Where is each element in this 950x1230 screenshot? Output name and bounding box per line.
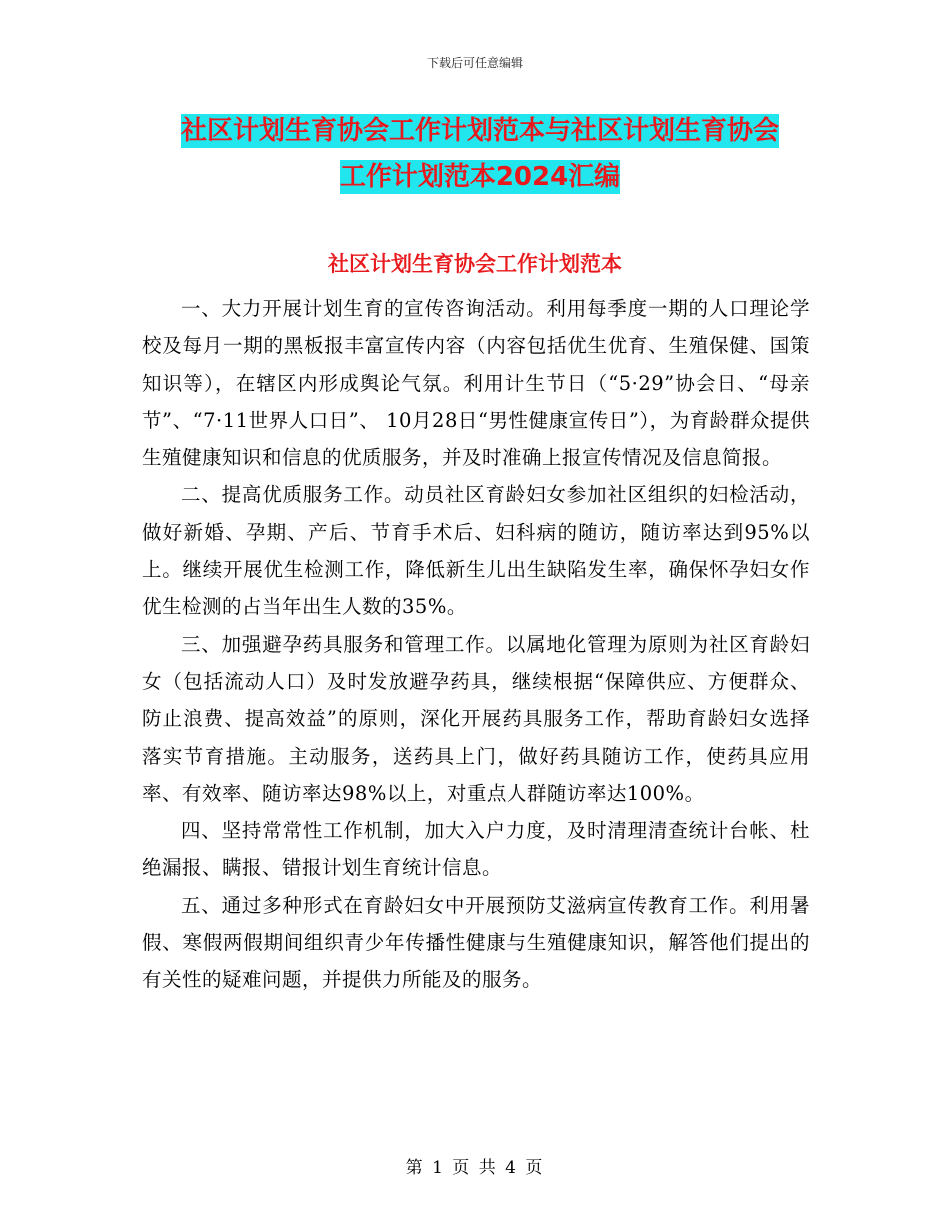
paragraph-4: 四、坚持常常性工作机制，加大入户力度，及时清理清查统计台帐、杜绝漏报、瞒报、错报计划生育统计信息。	[142, 819, 810, 880]
paragraph-5: 五、通过多种形式在育龄妇女中开展预防艾滋病宣传教育工作。利用暑假、寒假两假期间组织青少年传播性健康与生殖健康知识，解答他们提出的有关性的疑难问题，并提供力所能及的服务。	[142, 893, 810, 992]
paragraph-3: 三、加强避孕药具服务和管理工作。以属地化管理为原则为社区育龄妇女（包括流动人口）及时发放避孕药具，继续根据“保障供应、方便群众、防止浪费、提高效益”的原则，深化开展药具服务工作，帮助育龄妇女选择落实节育措施。主动服务，送药具上门，做好药具随访工作，使药具应用率、有效率、随访率达98%以上，对重点人群随访率达100%。	[142, 632, 810, 805]
section-title: 社区计划生育协会工作计划范本	[328, 252, 622, 276]
document-body	[142, 290, 810, 999]
title-line-1: 社区计划生育协会工作计划范本与社区计划生育协会	[180, 116, 779, 146]
title-line-2: 工作计划范本2024汇编	[339, 162, 621, 192]
document-title	[140, 108, 820, 200]
paragraph-2: 二、提高优质服务工作。动员社区育龄妇女参加社区组织的妇检活动，做好新婚、孕期、产后、节育手术后、妇科病的随访，随访率达到95%以上。继续开展优生检测工作，降低新生儿出生缺陷发生率，确保怀孕妇女作优生检测的占当年出生人数的35%。	[142, 483, 810, 619]
paragraph-1: 一、大力开展计划生育的宣传咨询活动。利用每季度一期的人口理论学校及每月一期的黑板报丰富宣传内容（内容包括优生优育、生殖保健、国策知识等），在辖区内形成舆论气氛。利用计生节日（“5·29”协会日、“母亲节”、“7·11世界人口日”、 10月28日“男性健康宣传日”），为育龄群众提供生殖健康知识和信息的优质服务，并及时准确上报宣传情况及信息简报。	[142, 297, 810, 470]
page-number-footer: 第 1 页 共 4 页	[405, 1158, 545, 1178]
header-note: 下载后可任意编辑	[426, 56, 523, 70]
